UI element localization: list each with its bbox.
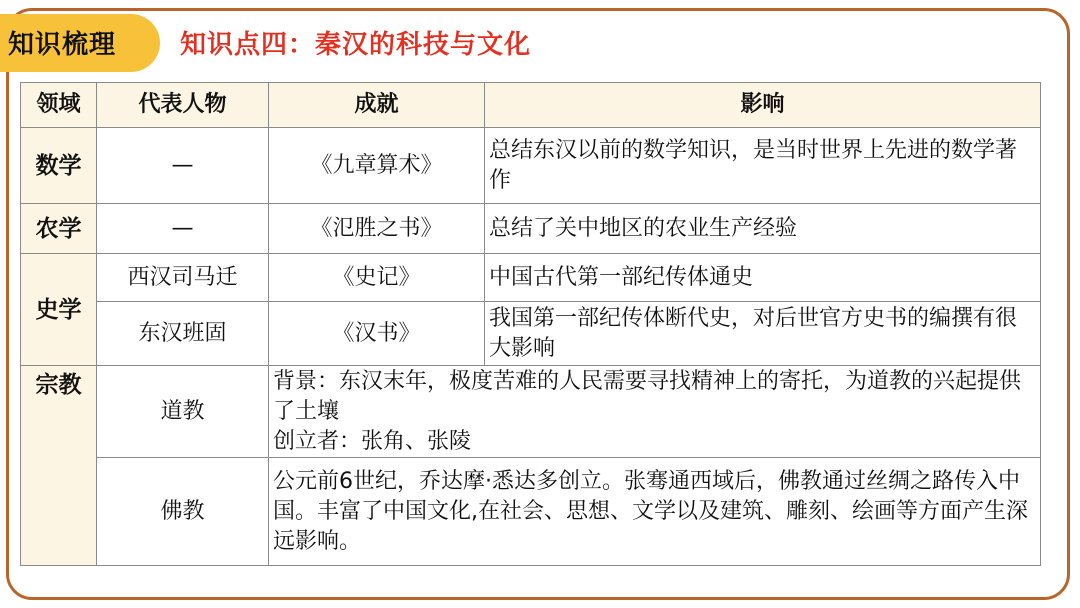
field-cell: 宗教 [21,366,97,566]
person-cell: — [97,204,269,254]
achievement-cell: 《汉书》 [269,302,485,366]
knowledge-table [20,82,1041,566]
person-cell: — [97,128,269,204]
taoism-founders: 创立者：张角、张陵 [273,428,472,454]
table-row [21,128,1041,204]
detail-cell [269,366,1041,458]
impact-cell: 总结东汉以前的数学知识，是当时世界上先进的数学著作 [485,128,1041,204]
person-cell: 道教 [97,366,269,458]
achievement-cell: 《史记》 [269,254,485,302]
taoism-background: 背景：东汉末年，极度苦难的人民需要寻找精神上的寄托，为道教的兴起提供了土壤 [273,368,1022,424]
field-cell: 数学 [21,128,97,204]
field-cell: 史学 [21,254,97,366]
table-row [21,458,1041,566]
table-row [21,254,1041,302]
header-field: 领域 [21,83,97,128]
section-badge-label: 知识梳理 [8,30,117,60]
table-row [21,302,1041,366]
table-header-row [21,83,1041,128]
header-person: 代表人物 [97,83,269,128]
detail-cell: 公元前6世纪，乔达摩·悉达多创立。张骞通西域后，佛教通过丝绸之路传入中国。丰富了中国文化,在社会、思想、文学以及建筑、雕刻、绘画等方面产生深远影响。 [269,458,1041,566]
achievement-cell: 《氾胜之书》 [269,204,485,254]
field-cell: 农学 [21,204,97,254]
table-row [21,366,1041,458]
page-title: 知识点四：秦汉的科技与文化 [180,30,532,60]
impact-cell: 我国第一部纪传体断代史，对后世官方史书的编撰有很大影响 [485,302,1041,366]
person-cell: 西汉司马迁 [97,254,269,302]
achievement-cell: 《九章算术》 [269,128,485,204]
header-achievement: 成就 [269,83,485,128]
person-cell: 东汉班固 [97,302,269,366]
person-cell: 佛教 [97,458,269,566]
impact-cell: 总结了关中地区的农业生产经验 [485,204,1041,254]
header-impact: 影响 [485,83,1041,128]
table-row [21,204,1041,254]
impact-cell: 中国古代第一部纪传体通史 [485,254,1041,302]
